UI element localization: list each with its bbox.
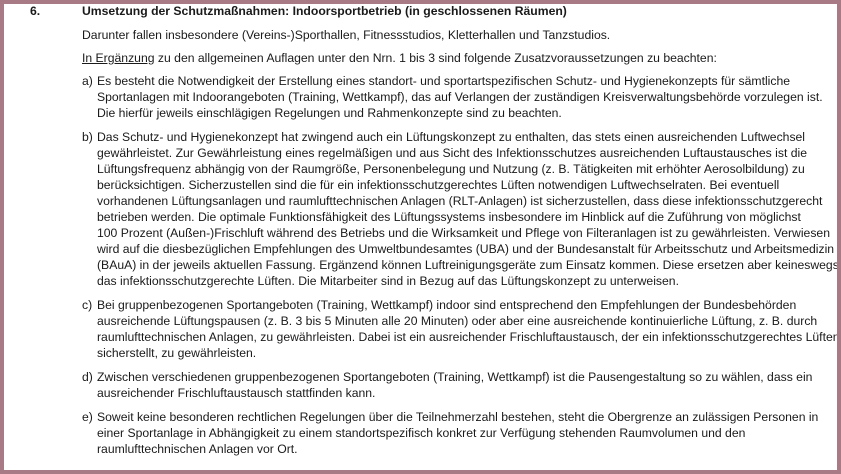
text-line: Zwischen verschiedenen gruppenbezogenen Sportangeboten (Training, Wettkampf) ist die Pausengestaltung so zu wählen, dass ein	[97, 370, 813, 384]
text-line: raumlufttechnischen Anlagen vor Ort.	[97, 442, 298, 456]
list-item-letter: a)	[82, 74, 93, 88]
text-line: wird auf die diesbezüglichen Empfehlungen des Umweltbundesamtes (UBA) und der Bundesanstalt für Arbeitsschutz und Arbeitsmedizin	[97, 242, 835, 256]
list-item-letter: d)	[82, 370, 93, 384]
text-line: 100 Prozent (Außen-)Frischluft während des Betriebs und die Wirksamkeit und Pflege von Filteranlagen ist zu gewährleisten. Verwiesen	[97, 226, 830, 240]
list-item-letter: e)	[82, 410, 93, 424]
intro-paragraph: Darunter fallen insbesondere (Vereins-)Sporthallen, Fitnessstudios, Kletterhallen und Tanzstudios.	[82, 28, 611, 42]
text-line: Lüftungsfrequenz abhängig von der Raumgröße, Personenbelegung und Nutzung (z. B. Tätigkeiten mit erhöhter Aerosolbildung) zu	[97, 162, 805, 176]
list-item-letter: c)	[82, 298, 93, 312]
supplement-text: zu den allgemeinen Auflagen unter den Nrn. 1 bis 3 sind folgende Zusatzvoraussetzungen zu beachten:	[154, 51, 717, 65]
text-line: Es besteht die Notwendigkeit der Erstellung eines standort- und sportartspezifischen Schutz- und Hygienekonzepts für sämtliche	[97, 74, 791, 88]
section-title: Umsetzung der Schutzmaßnahmen: Indoorsportbetrieb (in geschlossenen Räumen)	[82, 4, 567, 18]
text-line: berücksichtigen. Sicherzustellen sind die für ein infektionsschutzgerechtes Lüften notwendigen Luftwechselraten. Bei eventuell	[97, 178, 780, 192]
section-number: 6.	[30, 4, 41, 18]
text-line: Sportanlagen mit Indoorangeboten (Training, Wettkampf), das auf Verlangen der zuständigen Kreisverwaltungsbehörde vorzulegen ist.	[97, 90, 823, 104]
list-item-letter: b)	[82, 130, 93, 144]
text-line: Das Schutz- und Hygienekonzept hat zwingend auch ein Lüftungskonzept zu enthalten, das stets einen ausreichenden Luftwechsel	[97, 130, 806, 144]
text-line: sicherstellt, zu gewährleisten.	[97, 346, 257, 360]
text-line: Die hierfür jeweils einschlägigen Regelungen und Rahmenkonzepte sind zu beachten.	[97, 106, 562, 120]
text-line: ausreichender Frischluftaustausch stattfinden kann.	[97, 386, 376, 400]
text-line: gewährleistet. Zur Gewährleistung eines regelmäßigen und aus Sicht des Infektionsschutzes ausreichenden Luftaustausches ist die	[97, 146, 807, 160]
text-line: ausreichende Lüftungspausen (z. B. 3 bis 5 Minuten alle 20 Minuten) oder aber eine ausreichende kontinuierliche Lüftung, z. B. durch	[97, 314, 818, 328]
text-line: vorhandenen Lüftungsanlagen und raumlufttechnischen Anlagen (RLT-Anlagen) ist sicherzustellen, dass diese infektionsschutzgerecht	[97, 194, 823, 208]
text-line: Soweit keine besonderen rechtlichen Regelungen über die Teilnehmerzahl bestehen, steht die Obergrenze an zulässigen Personen in	[97, 410, 819, 424]
text-line: Bei gruppenbezogenen Sportangeboten (Training, Wettkampf) indoor sind entsprechend den Empfehlungen der Bundesbehörden	[97, 298, 797, 312]
text-line: betrieben werden. Die optimale Funktionsfähigkeit des Lüftungssystems insbesondere im Hinblick auf die Zuführung von möglichst	[97, 210, 801, 224]
supplement-underlined-text: In Ergänzung	[82, 51, 155, 65]
text-line: (BAuA) in der jeweils aktuellen Fassung. Ergänzend können Luftreinigungsgeräte zum Einsatz kommen. Diese ersetzen aber keineswegs	[97, 258, 839, 272]
text-line: das infektionsschutzgerechte Lüften. Die Mitarbeiter sind in Bezug auf das Lüftungskonzept zu unterweisen.	[97, 274, 679, 288]
text-line: raumlufttechnischen Anlagen, zu gewährleisten. Dabei ist ein ausreichender Frischluftaustausch, der ein infektionsschutzgerechtes Lüften	[97, 330, 840, 344]
text-line: einer Sportanlage in Abhängigkeit zu einem standortspezifisch konkret zur Verfügung stehenden Raumvolumen und den	[97, 426, 746, 440]
